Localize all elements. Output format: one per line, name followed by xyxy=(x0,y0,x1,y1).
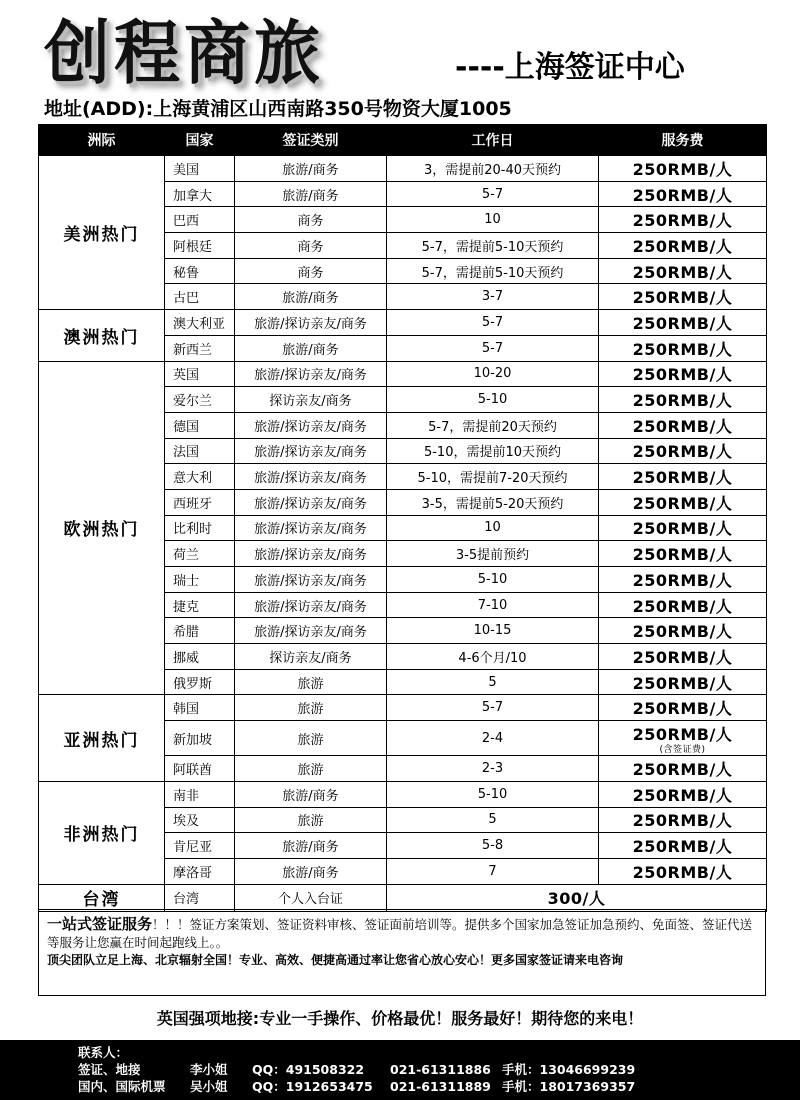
header-service-fee: 服务费 xyxy=(599,125,767,156)
contact-qq: QQ：1912653475 xyxy=(252,1079,373,1094)
country-cell: 挪威 xyxy=(165,644,235,670)
workdays-cell: 5-7 xyxy=(387,181,599,207)
workdays-cell: 5-10，需提前7-20天预约 xyxy=(387,464,599,490)
fee-cell xyxy=(599,464,767,490)
country-cell: 澳大利亚 xyxy=(165,310,235,336)
workdays-cell: 2-4 xyxy=(387,721,599,756)
workdays-cell: 5-7，需提前5-10天预约 xyxy=(387,258,599,284)
header-workdays: 工作日 xyxy=(387,125,599,156)
workdays-cell: 10-15 xyxy=(387,618,599,644)
fee-cell xyxy=(599,233,767,259)
workdays-cell: 10 xyxy=(387,515,599,541)
contact-role: 签证、地接 xyxy=(78,1062,141,1077)
header-region: 洲际 xyxy=(39,125,165,156)
fee-cell xyxy=(599,541,767,567)
fee-cell xyxy=(599,721,767,756)
visa-type-cell: 探访亲友/商务 xyxy=(235,387,387,413)
visa-type-cell: 旅游/商务 xyxy=(235,833,387,859)
table-row xyxy=(39,156,767,182)
visa-type-cell: 旅游/探访亲友/商务 xyxy=(235,438,387,464)
visa-type-cell: 旅游/商务 xyxy=(235,858,387,884)
country-cell: 新加坡 xyxy=(165,721,235,756)
visa-type-cell: 旅游/探访亲友/商务 xyxy=(235,464,387,490)
fee-value: 250RMB/人 xyxy=(632,236,733,256)
country-cell: 秘鲁 xyxy=(165,258,235,284)
visa-type-cell: 旅游/探访亲友/商务 xyxy=(235,592,387,618)
country-cell: 古巴 xyxy=(165,284,235,310)
workdays-cell: 3-5，需提前5-20天预约 xyxy=(387,489,599,515)
workdays-cell: 5-10 xyxy=(387,781,599,807)
fee-cell xyxy=(599,807,767,833)
contact-row xyxy=(78,1061,635,1078)
fee-cell xyxy=(599,695,767,721)
fee-cell xyxy=(599,567,767,593)
country-cell: 瑞士 xyxy=(165,567,235,593)
visa-type-cell: 旅游/探访亲友/商务 xyxy=(235,361,387,387)
country-cell: 阿联酋 xyxy=(165,756,235,782)
fee-cell xyxy=(599,489,767,515)
contact-qq: QQ：491508322 xyxy=(252,1062,365,1077)
fee-cell: 300/人 xyxy=(387,884,767,911)
contact-tel: 021-61311889 xyxy=(390,1079,491,1094)
country-cell: 摩洛哥 xyxy=(165,858,235,884)
fee-value: 250RMB/人 xyxy=(632,416,733,436)
region-cell: 澳洲热门 xyxy=(39,310,165,361)
visa-type-cell: 旅游/商务 xyxy=(235,156,387,182)
service-description xyxy=(38,909,766,996)
fee-value: 250RMB/人 xyxy=(632,622,733,642)
fee-cell xyxy=(599,858,767,884)
visa-type-cell: 旅游/探访亲友/商务 xyxy=(235,541,387,567)
country-cell: 台湾 xyxy=(165,884,235,911)
fee-cell xyxy=(599,335,767,361)
workdays-cell: 5 xyxy=(387,669,599,695)
country-cell: 南非 xyxy=(165,781,235,807)
visa-price-table xyxy=(38,124,767,912)
workdays-cell: 5-10，需提前10天预约 xyxy=(387,438,599,464)
visa-type-cell: 旅游/商务 xyxy=(235,335,387,361)
fee-cell xyxy=(599,412,767,438)
fee-value: 250RMB/人 xyxy=(632,313,733,333)
fee-value: 250RMB/人 xyxy=(632,673,733,693)
visa-type-cell: 旅游/探访亲友/商务 xyxy=(235,618,387,644)
contact-role: 国内、国际机票 xyxy=(78,1079,166,1094)
fee-value: 250RMB/人 xyxy=(632,837,733,857)
visa-type-cell: 旅游 xyxy=(235,695,387,721)
address-line: 地址(ADD):上海黄浦区山西南路350号物资大厦1005 xyxy=(44,98,512,120)
uk-banner: 英国强项地接:专业一手操作、价格最优！服务最好！期待您的来电！ xyxy=(156,1009,644,1028)
fee-value: 250RMB/人 xyxy=(632,724,733,744)
workdays-cell: 3-5提前预约 xyxy=(387,541,599,567)
country-cell: 加拿大 xyxy=(165,181,235,207)
visa-type-cell: 旅游/探访亲友/商务 xyxy=(235,567,387,593)
table-row xyxy=(39,781,767,807)
contact-footer xyxy=(0,1040,800,1100)
country-cell: 爱尔兰 xyxy=(165,387,235,413)
workdays-cell: 5-7，需提前20天预约 xyxy=(387,412,599,438)
fee-cell xyxy=(599,284,767,310)
visa-type-cell: 旅游/探访亲友/商务 xyxy=(235,489,387,515)
contact-row xyxy=(78,1078,635,1095)
visa-type-cell: 旅游/探访亲友/商务 xyxy=(235,310,387,336)
contact-name: 李小姐 xyxy=(190,1062,228,1077)
country-cell: 新西兰 xyxy=(165,335,235,361)
fee-cell xyxy=(599,310,767,336)
fee-cell xyxy=(599,756,767,782)
visa-type-cell: 旅游 xyxy=(235,756,387,782)
workdays-cell: 5-7 xyxy=(387,335,599,361)
country-cell: 捷克 xyxy=(165,592,235,618)
fee-value: 250RMB/人 xyxy=(632,759,733,779)
table-row xyxy=(39,695,767,721)
country-cell: 意大利 xyxy=(165,464,235,490)
country-cell: 英国 xyxy=(165,361,235,387)
fee-cell xyxy=(599,833,767,859)
workdays-cell: 4-6个月/10 xyxy=(387,644,599,670)
table-row xyxy=(39,361,767,387)
workdays-cell: 5-7，需提前5-10天预约 xyxy=(387,233,599,259)
fee-value: 250RMB/人 xyxy=(632,391,733,411)
workdays-cell: 5-10 xyxy=(387,387,599,413)
contact-mobile: 手机：18017369357 xyxy=(502,1079,636,1094)
fee-cell xyxy=(599,181,767,207)
visa-type-cell: 商务 xyxy=(235,207,387,233)
fee-value: 250RMB/人 xyxy=(632,699,733,719)
region-cell: 欧洲热门 xyxy=(39,361,165,695)
workdays-cell: 10-20 xyxy=(387,361,599,387)
fee-cell xyxy=(599,781,767,807)
workdays-cell: 5-7 xyxy=(387,695,599,721)
fee-cell xyxy=(599,515,767,541)
fee-cell xyxy=(599,669,767,695)
contact-mobile: 手机：13046699239 xyxy=(502,1062,636,1077)
table-row xyxy=(39,310,767,336)
visa-type-cell: 旅游/商务 xyxy=(235,781,387,807)
fee-cell xyxy=(599,438,767,464)
contact-tel: 021-61311886 xyxy=(390,1062,491,1077)
country-cell: 肯尼亚 xyxy=(165,833,235,859)
region-cell: 非洲热门 xyxy=(39,781,165,884)
visa-type-cell: 商务 xyxy=(235,258,387,284)
fee-value: 250RMB/人 xyxy=(632,211,733,231)
workdays-cell: 10 xyxy=(387,207,599,233)
fee-cell xyxy=(599,156,767,182)
country-cell: 荷兰 xyxy=(165,541,235,567)
fee-value: 250RMB/人 xyxy=(632,596,733,616)
fee-value: 250RMB/人 xyxy=(632,545,733,565)
visa-type-cell: 商务 xyxy=(235,233,387,259)
visa-type-cell: 旅游 xyxy=(235,669,387,695)
visa-type-cell: 旅游/探访亲友/商务 xyxy=(235,515,387,541)
workdays-cell: 5-10 xyxy=(387,567,599,593)
visa-type-cell: 旅游/商务 xyxy=(235,181,387,207)
country-cell: 美国 xyxy=(165,156,235,182)
fee-cell xyxy=(599,258,767,284)
fee-value: 250RMB/人 xyxy=(632,811,733,831)
fee-value: 250RMB/人 xyxy=(632,442,733,462)
fee-note: (含签证费) xyxy=(659,744,706,755)
visa-type-cell: 旅游/探访亲友/商务 xyxy=(235,412,387,438)
fee-cell xyxy=(599,618,767,644)
workdays-cell: 3-7 xyxy=(387,284,599,310)
fee-value: 250RMB/人 xyxy=(632,159,733,179)
workdays-cell: 7 xyxy=(387,858,599,884)
table-header-row xyxy=(39,125,767,156)
page-subtitle: ----上海签证中心 xyxy=(455,50,685,85)
country-cell: 俄罗斯 xyxy=(165,669,235,695)
visa-type-cell: 旅游 xyxy=(235,807,387,833)
fee-cell xyxy=(599,592,767,618)
workdays-cell: 3，需提前20-40天预约 xyxy=(387,156,599,182)
fee-value: 250RMB/人 xyxy=(632,862,733,882)
fee-value: 250RMB/人 xyxy=(632,185,733,205)
service-line1: ！！！签证方案策划、签证资料审核、签证面前培训等。提供多个国家加急签证加急预约、免面签、签证代送等服务让您赢在时间起跑线上。。 xyxy=(47,917,753,950)
fee-value: 250RMB/人 xyxy=(632,785,733,805)
table-body xyxy=(39,156,767,912)
table-row-taiwan xyxy=(39,884,767,911)
workdays-cell: 5 xyxy=(387,807,599,833)
fee-value: 250RMB/人 xyxy=(632,468,733,488)
country-cell: 巴西 xyxy=(165,207,235,233)
country-cell: 德国 xyxy=(165,412,235,438)
fee-value: 250RMB/人 xyxy=(632,339,733,359)
header-visa-type: 签证类别 xyxy=(235,125,387,156)
country-cell: 阿根廷 xyxy=(165,233,235,259)
visa-type-cell: 探访亲友/商务 xyxy=(235,644,387,670)
fee-value: 250RMB/人 xyxy=(632,262,733,282)
region-cell: 台湾 xyxy=(39,884,165,911)
fee-value: 250RMB/人 xyxy=(632,493,733,513)
fee-value: 250RMB/人 xyxy=(632,288,733,308)
service-lead: 一站式签证服务 xyxy=(47,915,153,933)
brand-logo-text: 创程商旅 xyxy=(44,13,324,94)
workdays-cell: 5-8 xyxy=(387,833,599,859)
fee-cell xyxy=(599,207,767,233)
fee-value: 250RMB/人 xyxy=(632,365,733,385)
region-cell: 美洲热门 xyxy=(39,156,165,310)
contact-name: 吴小姐 xyxy=(190,1079,228,1094)
fee-value: 250RMB/人 xyxy=(632,519,733,539)
fee-value: 250RMB/人 xyxy=(632,570,733,590)
fee-cell xyxy=(599,644,767,670)
workdays-cell: 2-3 xyxy=(387,756,599,782)
service-line2: 顶尖团队立足上海、北京辐射全国！专业、高效、便捷高通过率让您省心放心安心！更多国家签证请来电咨询 xyxy=(47,953,624,967)
workdays-cell: 5-7 xyxy=(387,310,599,336)
fee-value: 250RMB/人 xyxy=(632,647,733,667)
visa-type-cell: 旅游/商务 xyxy=(235,284,387,310)
country-cell: 希腊 xyxy=(165,618,235,644)
header-country: 国家 xyxy=(165,125,235,156)
fee-cell xyxy=(599,387,767,413)
workdays-cell: 7-10 xyxy=(387,592,599,618)
visa-type-cell: 旅游 xyxy=(235,721,387,756)
visa-type-cell: 个人入台证 xyxy=(235,884,387,911)
country-cell: 埃及 xyxy=(165,807,235,833)
country-cell: 比利时 xyxy=(165,515,235,541)
country-cell: 西班牙 xyxy=(165,489,235,515)
fee-cell xyxy=(599,361,767,387)
country-cell: 韩国 xyxy=(165,695,235,721)
contact-label: 联系人： xyxy=(78,1045,129,1060)
region-cell: 亚洲热门 xyxy=(39,695,165,781)
country-cell: 法国 xyxy=(165,438,235,464)
